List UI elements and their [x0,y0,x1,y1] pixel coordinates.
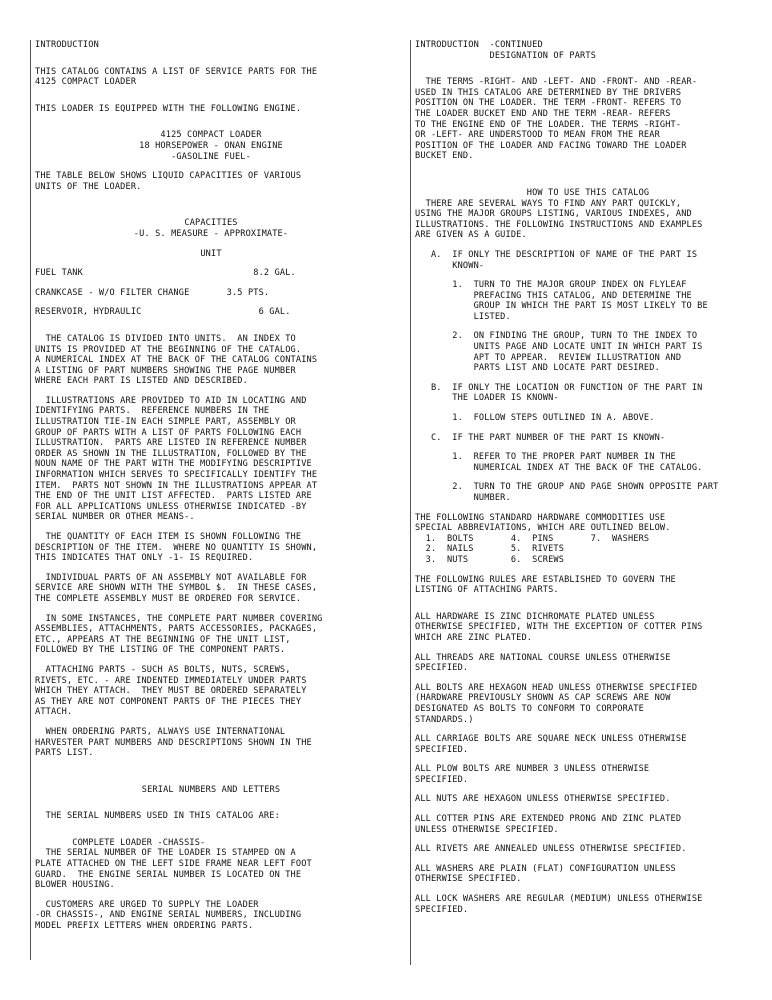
spacer [415,805,761,814]
text-line: INTRODUCTION -CONTINUED [415,40,543,50]
right-column [410,40,761,965]
text-line: ALL NUTS ARE HEXAGON UNLESS OTHERWISE SPECIFIED. [415,794,671,805]
text-line: THE SERIAL NUMBER OF THE LOADER IS STAMPED ON A [35,848,296,859]
spacer [415,785,761,794]
spacer [415,404,761,413]
text-line: FOR ALL APPLICATIONS UNLESS OTHERWISE INDICATED -BY [35,501,307,512]
text-line: 2. ON FINDING THE GROUP, TURN TO THE INDEX TO [415,331,698,342]
spacer [415,473,761,482]
spacer [35,298,387,307]
text-line: ALL WASHERS ARE PLAIN (FLAT) CONFIGURATION UNLESS [415,863,676,874]
text-line: -OR CHASSIS-, AND ENGINE SERIAL NUMBERS, INCLUDING [35,910,302,921]
text-line: B. IF ONLY THE LOCATION OR FUNCTION OF THE PART IN [415,382,703,393]
text-line: THE SERIAL NUMBERS USED IN THIS CATALOG ARE: [35,811,280,822]
text-line: WHICH ARE ZINC PLATED. [415,632,533,643]
text-line: A LISTING OF PART NUMBERS SHOWING THE PAGE NUMBER [35,365,296,376]
text-line: UNITS IS PROVIDED AT THE BEGINNING OF THE CATALOG. [35,344,302,355]
spacer [415,322,761,331]
spacer [35,387,387,396]
text-line: GROUP IN WHICH THE PART IS MOST LIKELY TO BE [415,301,708,312]
text-line: PREFACING THIS CATALOG, AND DETERMINE THE [415,290,692,301]
text-line: THE CATALOG IS DIVIDED INTO UNITS. AN INDEX TO [35,333,296,344]
spacer [415,443,761,452]
text-line: RIVETS, ETC. - ARE INDENTED IMMEDIATELY UNDER PARTS [35,675,307,686]
text-line: USING THE MAJOR GROUPS LISTING, VARIOUS INDEXES, AND [415,209,692,220]
text-line: 3. NUTS 6. SCREWS [415,554,565,565]
text-line: POSITION OF THE LOADER AND FACING TOWARD THE LOADER [415,140,687,151]
text-line: INTRODUCTION [35,40,99,50]
spacer [35,162,387,171]
spacer [415,755,761,764]
spacer [415,374,761,383]
text-line: ALL BOLTS ARE HEXAGON HEAD UNLESS OTHERWISE SPECIFIED [415,682,698,693]
text-line: ALL RIVETS ARE ANNEALED UNLESS OTHERWISE SPECIFIED. [415,844,687,855]
spacer [35,259,387,268]
text-line: DESIGNATED AS BOLTS TO CONFORM TO CORPORATE [415,703,644,714]
text-line: ORDER AS SHOWN IN THE ILLUSTRATION, FOLLOWED BY THE [35,448,307,459]
text-line: FOLLOWED BY THE LISTING OF THE COMPONENT PARTS. [35,645,286,656]
text-line: THE FOLLOWING STANDARD HARDWARE COMMODITIES USE [415,512,666,523]
text-line: WHICH THEY ATTACH. THEY MUST BE ORDERED SEPARATELY [35,686,307,697]
text-line: NUMBER. [415,493,511,503]
spacer [35,114,387,130]
spacer [415,504,761,513]
text-line: 4125 COMPACT LOADER [35,77,137,88]
heading-line: UNIT [200,248,222,259]
text-line: POSITION ON THE LOADER. THE TERM -FRONT- REFERS TO [415,98,682,109]
spacer [415,241,761,250]
text-line: SERIAL NUMBER OR OTHER MEANS-. [35,512,195,523]
spacer [415,674,761,683]
spacer [415,855,761,864]
text-line: 1. FOLLOW STEPS OUTLINED IN A. ABOVE. [415,413,655,424]
text-line: 1. BOLTS 4. PINS 7. WASHERS [415,533,650,544]
spacer [415,271,761,280]
spacer [35,240,387,249]
text-line: THIS LOADER IS EQUIPPED WITH THE FOLLOWING ENGINE. [35,103,302,114]
text-line: WHERE EACH PART IS LISTED AND DESCRIBED. [35,376,248,387]
text-line: USED IN THIS CATALOG ARE DETERMINED BY THE DRIVERS [415,87,682,98]
spacer [35,318,387,334]
text-line: UNITS OF THE LOADER. [35,181,142,192]
spacer [415,566,761,575]
spacer [35,88,387,104]
text-line: APT TO APPEAR. REVIEW ILLUSTRATION AND [415,352,682,363]
heading-line: CAPACITIES [184,218,238,229]
text-line: BUCKET END. [415,151,474,162]
spacer [35,795,387,811]
text-line: PARTS LIST. [35,748,94,759]
spacer [415,61,761,77]
text-line: 2. TURN TO THE GROUP AND PAGE SHOWN OPPOSITE PART [415,482,719,493]
text-line: MODEL PREFIX LETTERS WHEN ORDERING PARTS. [35,921,254,932]
text-line: IN SOME INSTANCES, THE COMPLETE PART NUMBER COVERING [35,613,323,624]
text-line: CUSTOMERS ARE URGED TO SUPPLY THE LOADER [35,899,259,910]
spacer [415,162,761,188]
left-column [30,40,387,960]
spacer [35,822,387,838]
text-line: HARVESTER PART NUMBERS AND DESCRIPTIONS SHOWN IN THE [35,737,312,748]
text-line: DESCRIPTION OF THE ITEM. WHERE NO QUANTITY IS SHOWN, [35,542,318,553]
text-line: THE QUANTITY OF EACH ITEM IS SHOWN FOLLOWING THE [35,532,302,542]
heading-line: SERIAL NUMBERS AND LETTERS [141,784,281,795]
text-line: GUARD. THE ENGINE SERIAL NUMBER IS LOCATED ON THE [35,869,302,880]
text-line: IDENTIFYING PARTS. REFERENCE NUMBERS IN THE [35,406,270,417]
text-line: RESERVOIR, HYDRAULIC 6 GAL. [35,307,291,318]
text-line: LISTED. [415,311,511,322]
text-line: ATTACHING PARTS - SUCH AS BOLTS, NUTS, SCREWS, [35,664,291,675]
spacer [35,523,387,532]
text-line: DESIGNATION OF PARTS [415,50,597,61]
text-line: A. IF ONLY THE DESCRIPTION OF NAME OF THE PART IS [415,249,698,260]
spacer [35,718,387,727]
text-line: INFORMATION WHICH SERVES TO SPECIFICALLY IDENTIFY THE [35,470,318,481]
text-line: 1. REFER TO THE PROPER PART NUMBER IN THE [415,452,676,463]
text-line: ALL COTTER PINS ARE EXTENDED PRONG AND ZINC PLATED [415,814,682,825]
text-line: GROUP OF PARTS WITH A LIST OF PARTS FOLLOWING EACH [35,427,302,438]
heading-line: 18 HORSEPOWER - ONAN ENGINE [139,140,283,151]
text-line: C. IF THE PART NUMBER OF THE PART IS KNOWN- [415,432,666,443]
text-line: ARE GIVEN AS A GUIDE. [415,230,527,241]
spacer [35,891,387,900]
text-line: ALL HARDWARE IS ZINC DICHROMATE PLATED UNLESS [415,611,655,622]
text-line: SPECIFIED. [415,904,469,915]
heading-line: -GASOLINE FUEL- [171,151,251,162]
text-line: ILLUSTRATION TIE-IN EACH SIMPLE PART, ASSEMBLY OR [35,417,296,428]
spacer [35,279,387,288]
spacer [35,564,387,573]
spacer [35,605,387,614]
text-line: ASSEMBLIES, ATTACHMENTS, PARTS ACCESSORIES, PACKAGES, [35,624,318,635]
spacer [415,644,761,653]
text-line: THE LOADER IS KNOWN- [415,393,559,404]
text-line: STANDARDS.) [415,714,474,725]
text-line: A NUMERICAL INDEX AT THE BACK OF THE CATALOG CONTAINS [35,355,318,366]
spacer [415,885,761,894]
text-line: LISTING OF ATTACHING PARTS. [415,585,559,596]
text-line: ALL THREADS ARE NATIONAL COURSE UNLESS OTHERWISE [415,652,671,663]
text-line: UNITS PAGE AND LOCATE UNIT IN WHICH PART IS [415,342,703,353]
spacer [415,835,761,844]
text-line: THE TERMS -RIGHT- AND -LEFT- AND -FRONT- AND -REAR- [415,77,698,88]
text-line: SPECIAL ABBREVIATIONS, WHICH ARE OUTLINED BELOW. [415,523,671,534]
text-line: 1. TURN TO THE MAJOR GROUP INDEX ON FLYLEAF [415,280,687,291]
text-line: ILLUSTRATION. PARTS ARE LISTED IN REFERENCE NUMBER [35,438,307,449]
text-line: 2. NAILS 5. RIVETS [415,544,565,555]
text-line: THIS INDICATES THAT ONLY -1- IS REQUIRED. [35,553,254,564]
text-line: NOUN NAME OF THE PART WITH THE MODIFYING DESCRIPTIVE [35,459,312,470]
text-line: ALL PLOW BOLTS ARE NUMBER 3 UNLESS OTHERWISE [415,764,650,775]
text-line: FUEL TANK 8.2 GAL. [35,268,296,279]
spacer [415,596,761,612]
text-line: ATTACH. [35,707,73,718]
text-line: ILLUSTRATIONS. THE FOLLOWING INSTRUCTIONS AND EXAMPLES [415,219,703,230]
spacer [415,424,761,433]
text-line: THE TABLE BELOW SHOWS LIQUID CAPACITIES OF VARIOUS [35,171,302,182]
spacer [35,656,387,665]
text-line: BLOWER HOUSING. [35,880,115,891]
text-line: ETC., APPEARS AT THE BEGINNING OF THE UNIT LIST, [35,634,291,645]
text-line: SPECIFIED. [415,663,469,674]
text-line: THE END OF THE UNIT LIST AFFECTED. PARTS LISTED ARE [35,491,312,502]
text-line: PLATE ATTACHED ON THE LEFT SIDE FRAME NEAR LEFT FOOT [35,859,312,870]
heading-line: 4125 COMPACT LOADER [160,130,262,141]
text-line: CRANKCASE - W/O FILTER CHANGE 3.5 PTS. [35,287,270,298]
text-line: SERVICE ARE SHOWN WITH THE SYMBOL $. IN THESE CASES, [35,583,318,594]
text-line: UNLESS OTHERWISE SPECIFIED. [415,824,559,835]
text-line: TO THE ENGINE END OF THE LOADER. THE TERMS -RIGHT- [415,119,682,130]
text-line: INDIVIDUAL PARTS OF AN ASSEMBLY NOT AVAILABLE FOR [35,572,307,583]
text-line: PARTS LIST AND LOCATE PART DESIRED. [415,363,660,374]
text-line: ILLUSTRATIONS ARE PROVIDED TO AID IN LOCATING AND [35,395,307,406]
text-line: OTHERWISE SPECIFIED, WITH THE EXCEPTION OF COTTER PINS [415,622,703,633]
text-line: THIS CATALOG CONTAINS A LIST OF SERVICE PARTS FOR THE [35,66,318,77]
spacer [35,192,387,218]
text-line: SPECIFIED. [415,744,469,755]
text-line: THE COMPLETE ASSEMBLY MUST BE ORDERED FOR SERVICE. [35,593,302,604]
text-line: ALL LOCK WASHERS ARE REGULAR (MEDIUM) UNLESS OTHERWISE [415,894,703,905]
spacer [35,759,387,785]
text-line: OR -LEFT- ARE UNDERSTOOD TO MEAN FROM THE REAR [415,130,660,141]
spacer [35,51,387,67]
spacer [415,725,761,734]
text-line: SPECIFIED. [415,774,469,785]
heading-line: HOW TO USE THIS CATALOG [526,187,650,198]
text-line: ITEM. PARTS NOT SHOWN IN THE ILLUSTRATIONS APPEAR AT [35,480,318,491]
text-line: COMPLETE LOADER -CHASSIS- [35,837,206,848]
text-line: NUMERICAL INDEX AT THE BACK OF THE CATALOG. [415,462,703,473]
text-line: OTHERWISE SPECIFIED. [415,874,522,885]
text-line: WHEN ORDERING PARTS, ALWAYS USE INTERNATIONAL [35,726,286,737]
text-line: THE LOADER BUCKET END AND THE TERM -REAR- REFERS [415,108,671,119]
text-line: THERE ARE SEVERAL WAYS TO FIND ANY PART QUICKLY, [415,198,682,209]
heading-line: -U. S. MEASURE - APPROXIMATE- [133,228,289,239]
text-line: THE FOLLOWING RULES ARE ESTABLISHED TO GOVERN THE [415,574,676,585]
text-line: KNOWN- [415,260,485,271]
text-line: ALL CARRIAGE BOLTS ARE SQUARE NECK UNLESS OTHERWISE [415,734,687,745]
text-line: AS THEY ARE NOT COMPONENT PARTS OF THE PIECES THEY [35,696,302,707]
text-line: (HARDWARE PREVIOUSLY SHOWN AS CAP SCREWS ARE NOW [415,693,671,704]
